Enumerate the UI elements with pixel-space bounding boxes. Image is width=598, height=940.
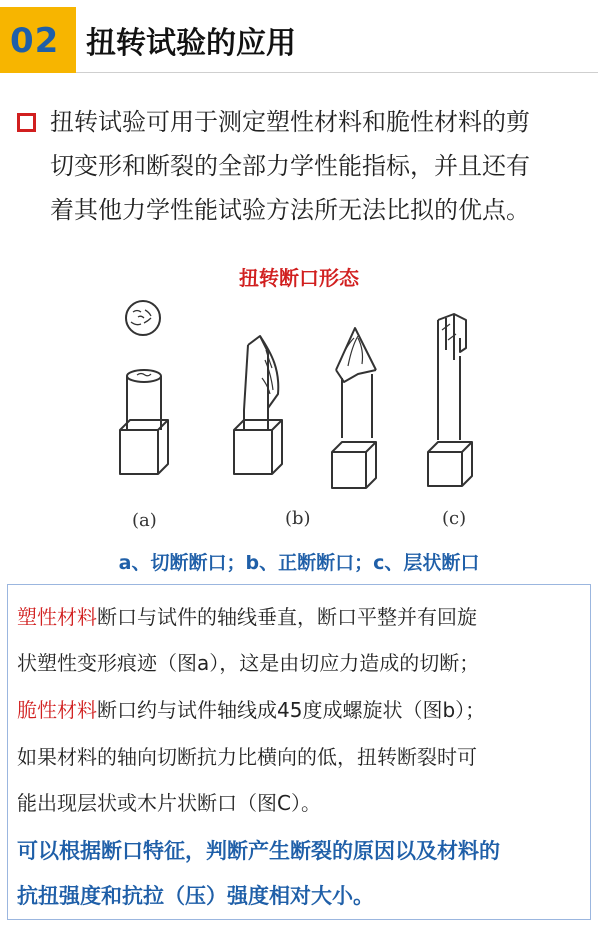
explanation-line: 脆性材料断口约与试件轴线成45度成螺旋状（图b）； (17, 698, 486, 722)
specimen-b-drawing (234, 336, 282, 474)
figure-label-c: (c) (442, 508, 467, 529)
figure-title: 扭转断口形态 (239, 266, 359, 290)
section-title: 扭转试验的应用 (86, 26, 296, 61)
explanation-line: 如果材料的轴向切断抗力比横向的低，扭转断裂时可 (17, 745, 477, 769)
explanation-line: 状塑性变形痕迹（图a），这是由切应力造成的切断； (17, 651, 480, 675)
square-bullet-icon (17, 113, 36, 132)
fracture-figure (100, 290, 500, 540)
brittle-material-term: 脆性材料 (17, 698, 97, 722)
intro-paragraph (50, 100, 590, 232)
section-number-badge (0, 7, 76, 73)
figure-caption: a、切断断口；b、正断断口；c、层状断口 (118, 552, 480, 574)
header-divider (76, 72, 598, 73)
ductile-material-term: 塑性材料 (17, 605, 97, 629)
section-header (0, 0, 598, 72)
intro-line: 切变形和断裂的全部力学性能指标，并且还有 (50, 152, 530, 180)
figure-label-a: (a) (132, 510, 157, 531)
specimen-a-drawing (120, 301, 168, 474)
intro-line: 着其他力学性能试验方法所无法比拟的优点。 (50, 196, 530, 224)
figure-label-b: (b) (285, 508, 311, 529)
explanation-line: 能出现层状或木片状断口（图C）。 (17, 791, 321, 815)
specimen-c-drawing (332, 328, 376, 488)
specimen-c-layered-drawing (428, 314, 472, 486)
section-number: 02 (10, 21, 60, 61)
conclusion-line: 可以根据断口特征，判断产生断裂的原因以及材料的 (17, 839, 500, 863)
explanation-line: 塑性材料断口与试件的轴线垂直，断口平整并有回旋 (17, 605, 477, 629)
intro-line: 扭转试验可用于测定塑性材料和脆性材料的剪 (50, 108, 530, 136)
conclusion-line: 抗扭强度和抗拉（压）强度相对大小。 (17, 884, 374, 908)
